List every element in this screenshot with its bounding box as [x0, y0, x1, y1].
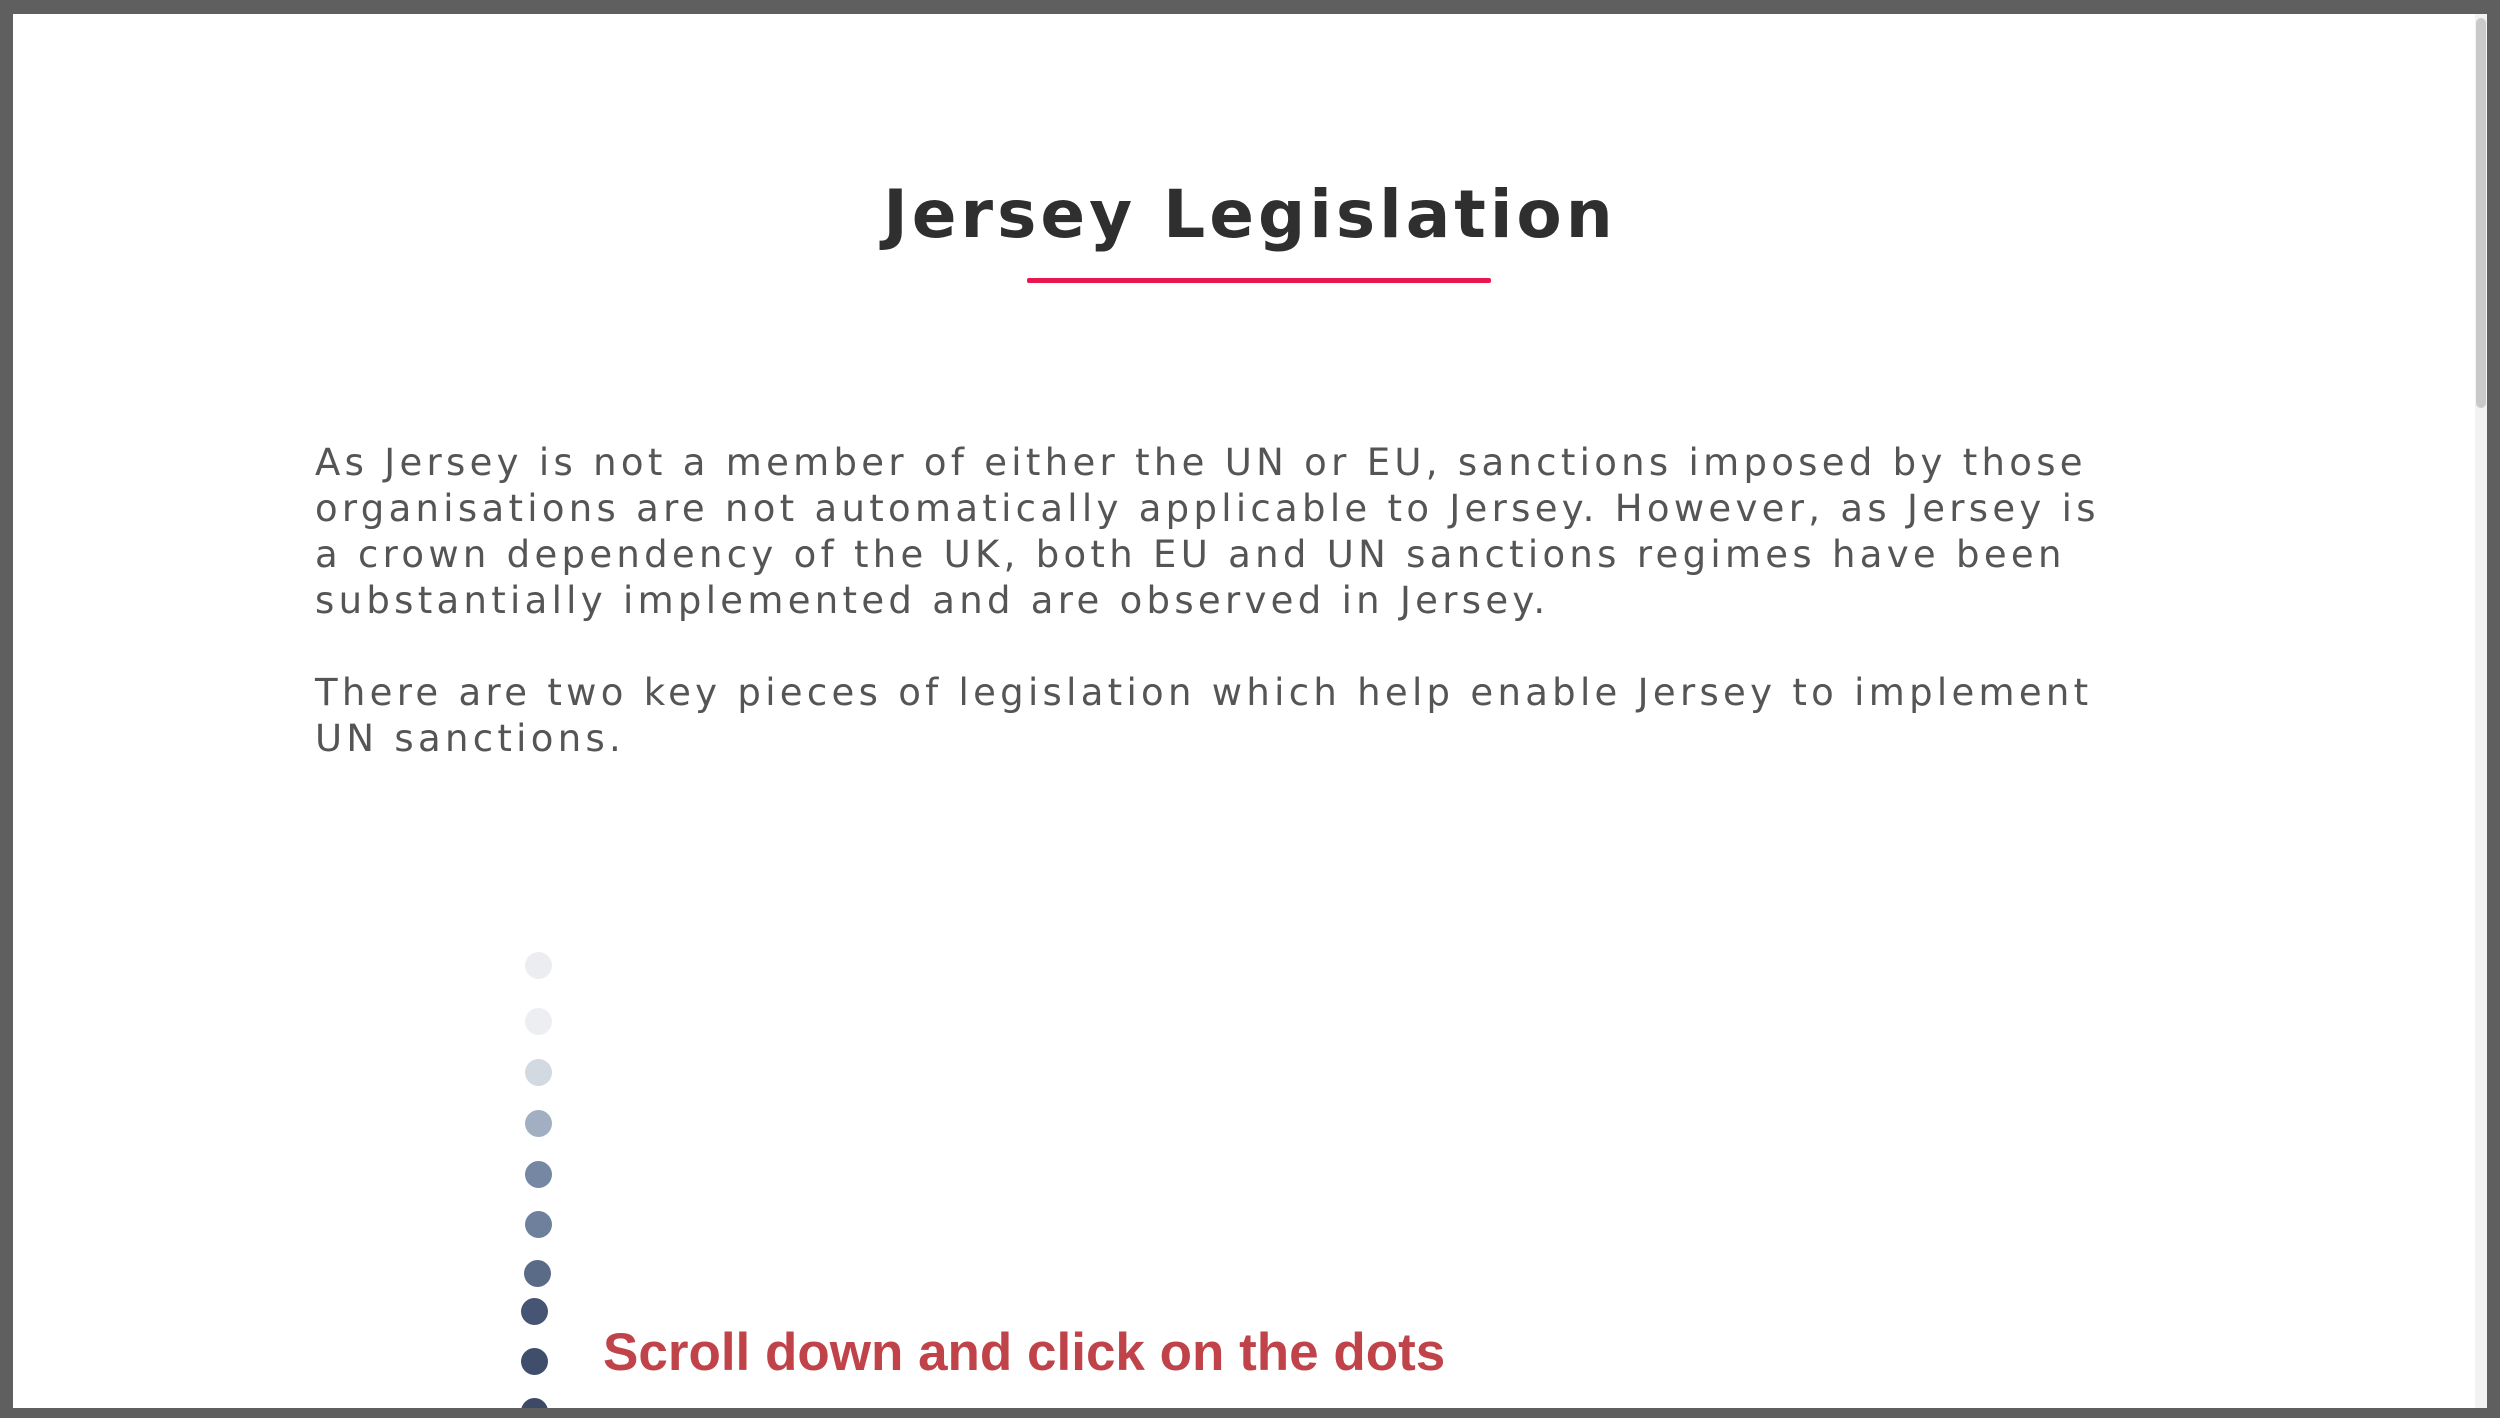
timeline-dot[interactable] [525, 1110, 552, 1137]
timeline-dot[interactable] [521, 1298, 548, 1325]
timeline-dot[interactable] [521, 1348, 548, 1375]
intro-paragraph: As Jersey is not a member of either the UN or EU, sanctions imposed by those organisations are not automatically applicable to Jersey. However, as Jersey is a crown dependency of the UK, both EU and UN sanctions regimes have been substantially implemented and are observed in Jersey. [315, 441, 2100, 622]
timeline-dot[interactable] [525, 952, 552, 979]
timeline-dot[interactable] [525, 1161, 552, 1188]
timeline-dot[interactable] [525, 1211, 552, 1238]
timeline-dot[interactable] [525, 1008, 552, 1035]
title-underline [1027, 278, 1491, 283]
page-title: Jersey Legislation [883, 176, 1617, 253]
timeline-dot[interactable] [521, 1398, 548, 1418]
scroll-hint: Scroll down and click on the dots [603, 1323, 1446, 1382]
timeline-dot[interactable] [524, 1260, 551, 1287]
legislation-paragraph: There are two key pieces of legislation which help enable Jersey to implement UN sanctions. [315, 671, 2093, 760]
timeline-dot[interactable] [525, 1059, 552, 1086]
